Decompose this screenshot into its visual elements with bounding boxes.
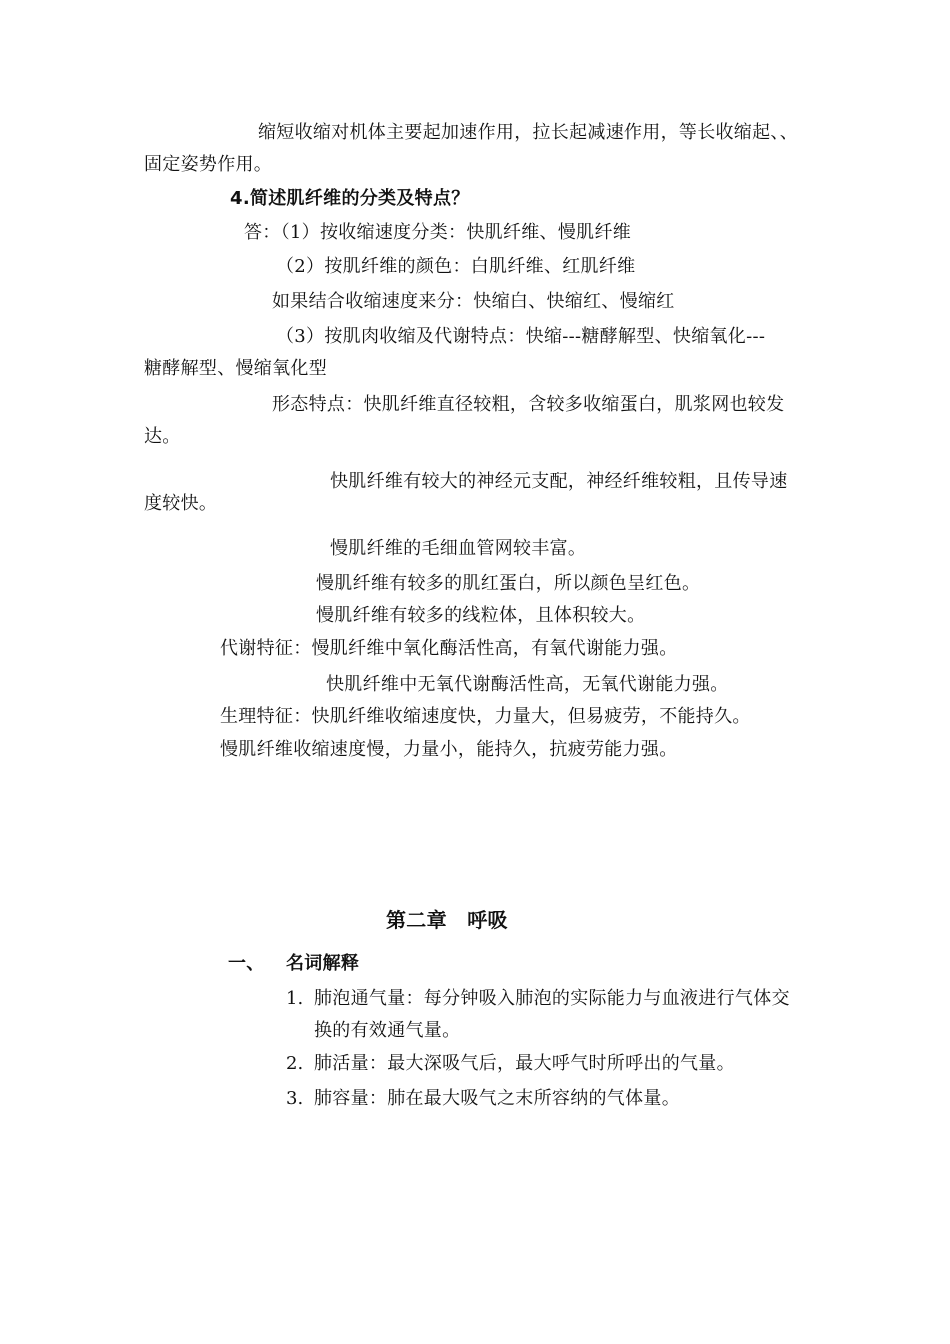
section-number: 一、 — [228, 953, 265, 974]
chapter-title: 第二章 呼吸 — [386, 908, 508, 932]
answer-line: 度较快。 — [144, 493, 218, 514]
section-label: 名词解释 — [286, 953, 360, 974]
list-item-number: 1. — [286, 988, 304, 1009]
answer-line: 快肌纤维有较大的神经元支配，神经纤维较粗，且传导速 — [330, 471, 788, 492]
question-heading: 4.简述肌纤维的分类及特点？ — [230, 188, 470, 209]
answer-line: 生理特征：快肌纤维收缩速度快，力量大，但易疲劳，不能持久。 — [220, 706, 751, 727]
list-item-continuation: 换的有效通气量。 — [314, 1020, 461, 1041]
paragraph-line: 缩短收缩对机体主要起加速作用，拉长起减速作用，等长收缩起、、 — [258, 122, 798, 143]
list-item-text: 肺泡通气量：每分钟吸入肺泡的实际能力与血液进行气体交 — [314, 988, 790, 1009]
answer-line: 慢肌纤维有较多的肌红蛋白，所以颜色呈红色。 — [316, 573, 701, 594]
answer-line: 达。 — [144, 426, 181, 447]
answer-line: （2）按肌纤维的颜色：白肌纤维、红肌纤维 — [276, 256, 636, 277]
list-item-number: 3. — [286, 1088, 304, 1109]
answer-line: 慢肌纤维的毛细血管网较丰富。 — [330, 538, 587, 559]
answer-line: 快肌纤维中无氧代谢酶活性高，无氧代谢能力强。 — [326, 674, 729, 695]
answer-line: 慢肌纤维收缩速度慢，力量小，能持久，抗疲劳能力强。 — [220, 739, 678, 760]
list-item-text: 肺活量：最大深吸气后，最大呼气时所呼出的气量。 — [314, 1053, 735, 1074]
answer-line: 慢肌纤维有较多的线粒体，且体积较大。 — [316, 605, 646, 626]
answer-line: （3）按肌肉收缩及代谢特点：快缩---糖酵解型、快缩氧化--- — [276, 326, 766, 347]
list-item-text: 肺容量：肺在最大吸气之末所容纳的气体量。 — [314, 1088, 680, 1109]
list-item-number: 2. — [286, 1053, 304, 1074]
answer-line: 糖酵解型、慢缩氧化型 — [144, 358, 327, 379]
answer-line: 形态特点：快肌纤维直径较粗，含较多收缩蛋白，肌浆网也较发 — [272, 394, 785, 415]
paragraph-line: 固定姿势作用。 — [144, 154, 273, 175]
answer-line: 如果结合收缩速度来分：快缩白、快缩红、慢缩红 — [272, 291, 675, 312]
answer-line: 代谢特征：慢肌纤维中氧化酶活性高，有氧代谢能力强。 — [220, 638, 678, 659]
answer-line: 答：（1）按收缩速度分类：快肌纤维、慢肌纤维 — [244, 222, 632, 243]
